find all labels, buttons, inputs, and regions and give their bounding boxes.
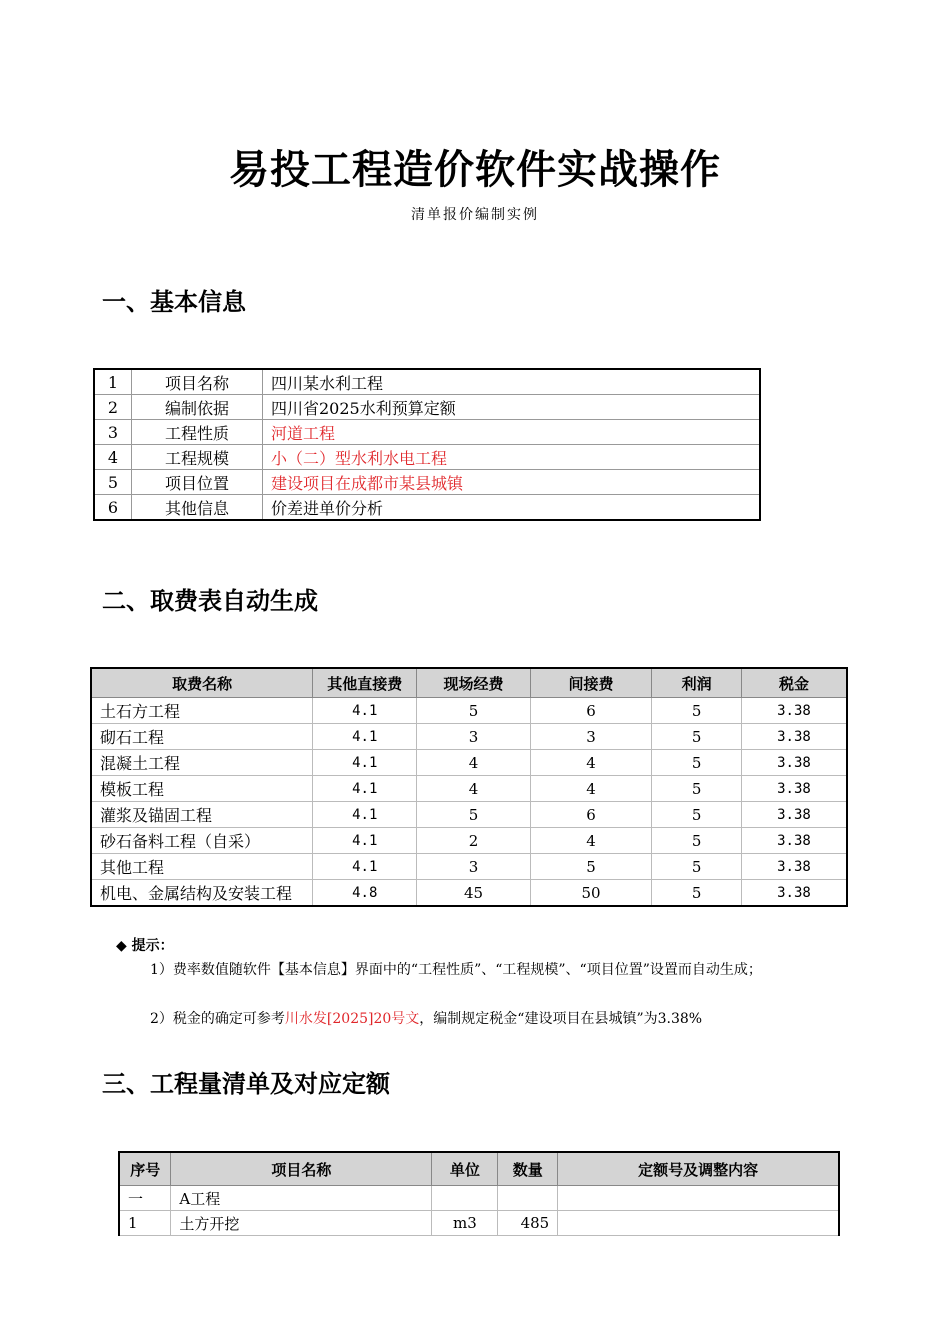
notes-heading: ◆ 提示： <box>116 938 174 954</box>
section-heading-fee-table: 二、取费表自动生成 <box>102 587 318 615</box>
note-1: 1）费率数值随软件【基本信息】界面中的“工程性质”、“工程规模”、“项目位置”设置而自动生成； <box>150 962 762 978</box>
row-number: 2 <box>94 395 132 420</box>
fee-value: 3.38 <box>741 750 847 776</box>
fee-value: 5 <box>652 880 742 907</box>
fee-value: 4 <box>530 776 652 802</box>
fee-value: 5 <box>417 802 531 828</box>
note-2-reference: 川水发[2025]20号文 <box>284 1011 420 1027</box>
fee-value: 4.1 <box>313 828 417 854</box>
fee-name: 土石方工程 <box>91 698 313 724</box>
fee-value: 5 <box>652 802 742 828</box>
item-name: 土方开挖 <box>171 1211 432 1236</box>
fee-value: 3 <box>417 724 531 750</box>
fee-value: 5 <box>417 698 531 724</box>
fee-value: 50 <box>530 880 652 907</box>
fee-value: 4 <box>417 750 531 776</box>
table-row <box>91 880 847 907</box>
fee-table <box>90 667 848 907</box>
table-header-row <box>119 1152 839 1186</box>
fee-name: 机电、金属结构及安装工程 <box>91 880 313 907</box>
column-header: 单位 <box>432 1152 498 1186</box>
item-unit: m3 <box>432 1211 498 1236</box>
info-value: 四川某水利工程 <box>263 369 761 395</box>
fee-value: 6 <box>530 698 652 724</box>
note-2-prefix: 2）税金的确定可参考 <box>150 1011 285 1027</box>
section-heading-quantity-list: 三、工程量清单及对应定额 <box>102 1070 390 1098</box>
fee-value: 5 <box>652 750 742 776</box>
item-quantity: 485 <box>498 1211 558 1236</box>
note-2 <box>150 1007 870 1031</box>
table-row <box>94 495 760 521</box>
fee-value: 4 <box>417 776 531 802</box>
item-quota <box>558 1211 839 1236</box>
table-row <box>94 395 760 420</box>
fee-value: 4.1 <box>313 724 417 750</box>
column-header: 现场经费 <box>417 668 531 698</box>
info-value: 价差进单价分析 <box>263 495 761 521</box>
table-row <box>119 1211 839 1236</box>
fee-value: 5 <box>652 776 742 802</box>
fee-value: 4.1 <box>313 750 417 776</box>
fee-value: 4 <box>530 828 652 854</box>
info-label: 工程性质 <box>132 420 263 445</box>
column-header: 序号 <box>119 1152 171 1186</box>
info-label: 项目名称 <box>132 369 263 395</box>
column-header: 取费名称 <box>91 668 313 698</box>
fee-value: 3.38 <box>741 828 847 854</box>
fee-value: 4 <box>530 750 652 776</box>
table-row <box>94 420 760 445</box>
row-number: 1 <box>94 369 132 395</box>
row-number: 4 <box>94 445 132 470</box>
column-header: 间接费 <box>530 668 652 698</box>
table-row <box>91 802 847 828</box>
column-header: 定额号及调整内容 <box>558 1152 839 1186</box>
fee-value: 5 <box>652 854 742 880</box>
column-header: 数量 <box>498 1152 558 1186</box>
table-row <box>91 698 847 724</box>
fee-value: 4.1 <box>313 802 417 828</box>
fee-value: 3.38 <box>741 776 847 802</box>
fee-name: 灌浆及锚固工程 <box>91 802 313 828</box>
fee-value: 4.1 <box>313 698 417 724</box>
fee-value: 5 <box>530 854 652 880</box>
fee-value: 3.38 <box>741 802 847 828</box>
column-header: 利润 <box>652 668 742 698</box>
document-title: 易投工程造价软件实战操作 <box>229 147 721 193</box>
table-row <box>91 854 847 880</box>
table-row <box>91 828 847 854</box>
fee-value: 5 <box>652 828 742 854</box>
info-label: 项目位置 <box>132 470 263 495</box>
fee-name: 混凝土工程 <box>91 750 313 776</box>
column-header: 项目名称 <box>171 1152 432 1186</box>
fee-value: 4.8 <box>313 880 417 907</box>
row-number: 3 <box>94 420 132 445</box>
fee-name: 其他工程 <box>91 854 313 880</box>
info-label: 工程规模 <box>132 445 263 470</box>
info-value-highlight: 建设项目在成都市某县城镇 <box>263 470 761 495</box>
fee-value: 45 <box>417 880 531 907</box>
fee-value: 6 <box>530 802 652 828</box>
table-row <box>91 750 847 776</box>
info-label: 其他信息 <box>132 495 263 521</box>
fee-value: 3.38 <box>741 698 847 724</box>
fee-value: 3.38 <box>741 880 847 907</box>
fee-name: 砂石备料工程（自采） <box>91 828 313 854</box>
row-number: 6 <box>94 495 132 521</box>
section-heading-basic-info: 一、基本信息 <box>102 288 246 316</box>
column-header: 其他直接费 <box>313 668 417 698</box>
table-row <box>94 470 760 495</box>
item-number: 一 <box>119 1186 171 1211</box>
table-header-row <box>91 668 847 698</box>
info-label: 编制依据 <box>132 395 263 420</box>
info-value-highlight: 河道工程 <box>263 420 761 445</box>
table-row <box>91 776 847 802</box>
fee-name: 砌石工程 <box>91 724 313 750</box>
row-number: 5 <box>94 470 132 495</box>
fee-value: 3.38 <box>741 724 847 750</box>
fee-value: 2 <box>417 828 531 854</box>
column-header: 税金 <box>741 668 847 698</box>
basic-info-table <box>93 368 761 521</box>
item-name: A工程 <box>171 1186 432 1211</box>
fee-name: 模板工程 <box>91 776 313 802</box>
fee-value: 3.38 <box>741 854 847 880</box>
fee-value: 4.1 <box>313 776 417 802</box>
fee-value: 5 <box>652 724 742 750</box>
table-row <box>91 724 847 750</box>
fee-value: 4.1 <box>313 854 417 880</box>
fee-value: 3 <box>417 854 531 880</box>
item-unit <box>432 1186 498 1211</box>
document-subtitle: 清单报价编制实例 <box>411 207 539 223</box>
note-2-suffix: ，编制规定税金“建设项目在县城镇”为3.38% <box>419 1011 703 1027</box>
item-quantity <box>498 1186 558 1211</box>
table-row <box>119 1186 839 1211</box>
info-value: 四川省2025水利预算定额 <box>263 395 761 420</box>
table-row <box>94 445 760 470</box>
item-number: 1 <box>119 1211 171 1236</box>
info-value-highlight: 小（二）型水利水电工程 <box>263 445 761 470</box>
fee-value: 5 <box>652 698 742 724</box>
quantity-table <box>118 1151 840 1236</box>
fee-value: 3 <box>530 724 652 750</box>
item-quota <box>558 1186 839 1211</box>
table-row <box>94 369 760 395</box>
